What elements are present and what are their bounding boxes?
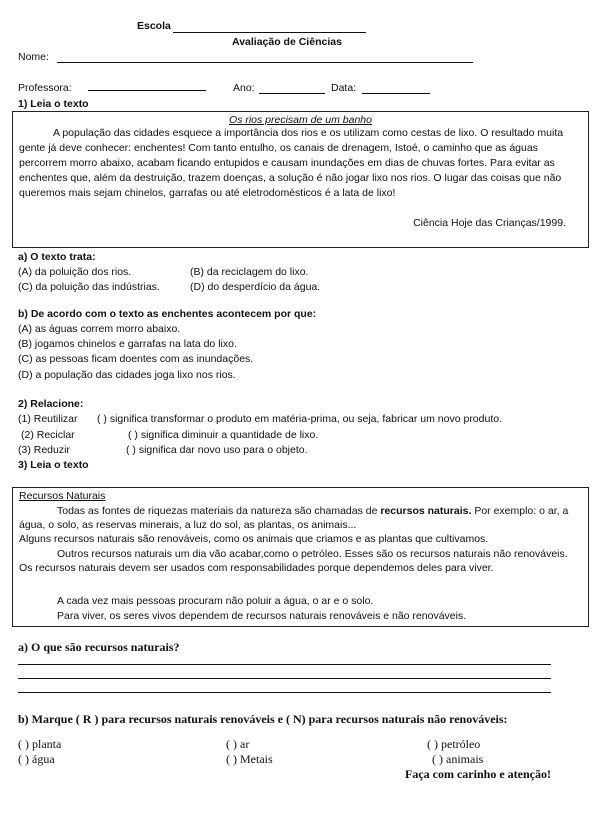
- q3-heading: 3) Leia o texto: [18, 459, 89, 471]
- q1-source: Ciência Hoje das Crianças/1999.: [413, 217, 566, 229]
- q3b-item-planta[interactable]: ( ) planta: [18, 737, 62, 751]
- q3-paragraph-5: Para viver, os seres vivos dependem de recursos naturais renováveis e não renováveis.: [57, 610, 467, 622]
- school-label: Escola: [137, 20, 171, 32]
- q3b-item-agua[interactable]: ( ) água: [18, 752, 55, 766]
- q1-text-box: [12, 111, 589, 248]
- year-blank[interactable]: [259, 93, 325, 94]
- q3b-item-petroleo[interactable]: ( ) petróleo: [427, 737, 481, 751]
- q3-paragraph-3: Outros recursos naturais um dia vão acabar,como o petróleo. Esses são os recursos naturais não renováveis. Os recursos naturais devem ser usados com responsabilidades porque dependemos deles para viver.: [19, 548, 568, 574]
- teacher-blank[interactable]: [88, 90, 206, 91]
- q2-term-3: (3) Reduzir: [18, 444, 70, 456]
- q3b-item-metais[interactable]: ( ) Metais: [226, 752, 273, 766]
- qa-option-c[interactable]: (C) da poluição das indústrias.: [18, 281, 160, 293]
- q2-term-1: (1) Reutilizar: [18, 413, 78, 425]
- q2-term-2: (2) Reciclar: [21, 429, 75, 441]
- q3a-answer-line-3[interactable]: [18, 692, 551, 693]
- q3-paragraph-2: Alguns recursos naturais são renováveis, como os animais que criamos e as plantas que cultivamos.: [19, 533, 489, 545]
- qb-option-c[interactable]: (C) as pessoas ficam doentes com as inundações.: [18, 353, 254, 365]
- qa-option-a[interactable]: (A) da poluição dos rios.: [18, 266, 132, 278]
- q3a-answer-line-1[interactable]: [18, 664, 551, 665]
- qa-option-d[interactable]: (D) do desperdício da água.: [190, 281, 321, 293]
- qa-heading: a) O texto trata:: [18, 251, 96, 263]
- teacher-label: Professora:: [18, 82, 72, 94]
- year-label: Ano:: [233, 82, 255, 94]
- q1-paragraph: A população das cidades esquece a importância dos rios e os utilizam como cestas de lixo. O resultado muita gente já deve conhecer: enchentes! Com tanto entulho, os canais de drenagem, Istoé, o caminho que as águas percorrem morro abaixo, acabam ficando entupidos e causam inundações em dias de chuvas fortes. Para evitar as enchentes que, além da destruição, trazem doenças, a solução é não jogar lixo nos rios. O lugar das coisas que não queremos mais sejam chinelos, garrafas ou até eletrodomésticos é a lata de lixo!: [19, 127, 564, 199]
- q3-paragraph-4: A cada vez mais pessoas procuram não poluir a água, o ar e o solo.: [57, 595, 374, 607]
- qa-option-b[interactable]: (B) da reciclagem do lixo.: [190, 266, 309, 278]
- school-blank[interactable]: [173, 32, 366, 33]
- q3-text-box: [12, 487, 589, 627]
- page-title: Avaliação de Ciências: [232, 36, 342, 48]
- q2-def-2[interactable]: ( ) significa diminuir a quantidade de lixo.: [128, 429, 319, 441]
- qb-option-d[interactable]: (D) a população das cidades joga lixo nos rios.: [18, 369, 236, 381]
- date-blank[interactable]: [362, 93, 430, 94]
- q3b-item-ar[interactable]: ( ) ar: [226, 737, 250, 751]
- qb-option-b[interactable]: (B) jogamos chinelos e garrafas na lata do lixo.: [18, 338, 237, 350]
- closing-text: Faça com carinho e atenção!: [405, 767, 551, 781]
- q3b-heading: b) Marque ( R ) para recursos naturais renováveis e ( N) para recursos naturais não renováveis:: [18, 712, 508, 726]
- q1-text-title: Os rios precisam de um banho: [229, 114, 372, 126]
- q3b-item-animais[interactable]: ( ) animais: [432, 752, 484, 766]
- q3a-heading: a) O que são recursos naturais?: [18, 640, 180, 654]
- qb-heading: b) De acordo com o texto as enchentes acontecem por que:: [18, 308, 317, 320]
- q3a-answer-line-2[interactable]: [18, 678, 551, 679]
- name-label: Nome:: [18, 51, 49, 63]
- date-label: Data:: [331, 82, 357, 94]
- q2-def-1[interactable]: ( ) significa transformar o produto em matéria-prima, ou seja, fabricar um novo produto.: [97, 413, 503, 425]
- q1-heading: 1) Leia o texto: [18, 98, 89, 110]
- qb-option-a[interactable]: (A) as águas correm morro abaixo.: [18, 323, 181, 335]
- q3-paragraph-1: Todas as fontes de riquezas materiais da natureza são chamadas de recursos naturais. Por exemplo: o ar, a água, o solo, as reservas minerais, a luz do sol, as plantas, os animais...: [19, 505, 569, 531]
- q2-heading: 2) Relacione:: [18, 398, 84, 410]
- q3-text-title: Recursos Naturais: [19, 490, 106, 502]
- name-blank[interactable]: [57, 62, 473, 63]
- q2-def-3[interactable]: ( ) significa dar novo uso para o objeto.: [126, 444, 308, 456]
